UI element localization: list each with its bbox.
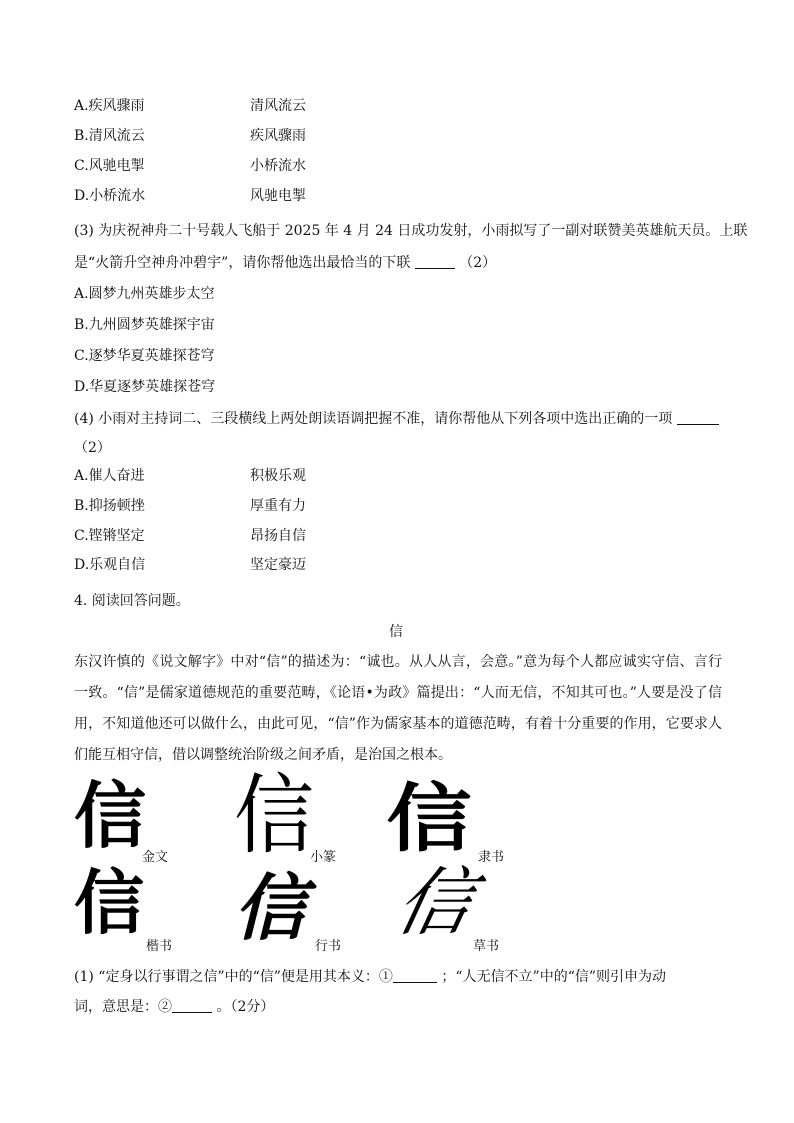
caption-kaishu: 楷书 xyxy=(146,939,173,954)
jinwen-glyph: 信 xyxy=(74,773,143,858)
passage-paragraph: 东汉许慎的《说文解字》中对“信”的描述为：“诚也。从人从言，会意。”意为每个人都应诚实守信、言行一致。“信”是儒家道德规范的重要范畴，《论语•为政》篇提出：“人而无信，不知其可也。”人要是没了信用，不知道他还可以做什么，由此可见，“信”作为儒家基本的道德范畴，有着十分重要的作用，它要求人们能互相守信，借以调整统治阶级之间矛盾，是治国之根本。 xyxy=(74,654,722,763)
q2-option-a: A.疾风骤雨 清风流云 xyxy=(74,98,306,114)
answer-blank xyxy=(393,968,437,983)
q3-option-d: D.华夏逐梦英雄探苍穹 xyxy=(74,379,216,395)
caption-caoshu: 草书 xyxy=(473,939,500,954)
q4-option-a: A.催人奋进 积极乐观 xyxy=(74,468,306,484)
q4-stem-line2: （2） xyxy=(74,440,111,456)
passage-title: 信 xyxy=(389,624,403,640)
caption-lishu: 隶书 xyxy=(478,850,505,865)
q4-option-b: B.抑扬顿挫 厚重有力 xyxy=(74,498,306,514)
answer-blank xyxy=(415,254,455,269)
lishu-glyph: 信 xyxy=(386,776,472,862)
q3-option-a: A.圆梦九州英雄步太空 xyxy=(74,286,215,302)
q4-option-d: D.乐观自信 坚定豪迈 xyxy=(74,557,306,573)
q3-option-c: C.逐梦华夏英雄探苍穹 xyxy=(74,348,215,364)
answer-blank xyxy=(677,410,719,425)
caption-jinwen: 金文 xyxy=(142,850,169,865)
kaishu-glyph: 信 xyxy=(74,861,144,944)
q4-stem-line1: (4) 小雨对主持词二、三段横线上两处朗读语调把握不准，请你帮他从下列各项中选出正确的一项 xyxy=(74,409,719,429)
q2-option-c: C.风驰电掣 小桥流水 xyxy=(74,158,306,174)
q1-stem-line1: (1) “定身以行事谓之信”中的“信”便是用其本义：① ；“人无信不立”中的“信”则引申为动 xyxy=(74,969,667,985)
caption-xiaozhuan: 小篆 xyxy=(310,850,337,865)
section-heading: 4. 阅读回答问题。 xyxy=(74,593,190,609)
q4-option-c: C.铿锵坚定 昂扬自信 xyxy=(74,528,306,544)
caoshu-glyph: 信 xyxy=(388,860,482,946)
q3-stem-line2: 是“火箭升空神舟冲碧宇”，请你帮他选出最恰当的下联 （2） xyxy=(74,255,497,271)
q2-option-d: D.小桥流水 风驰电掣 xyxy=(74,188,306,204)
xingshu-glyph: 信 xyxy=(234,865,307,950)
caption-xingshu: 行书 xyxy=(315,939,342,954)
answer-blank xyxy=(172,998,212,1013)
q1-stem-line2: 词，意思是：② 。（2分） xyxy=(74,999,275,1015)
q3-stem-line1: (3) 为庆祝神舟二十号载人飞船于 2025 年 4 月 24 日成功发射，小雨拟写了一副对联赞美英雄航天员。上联 xyxy=(74,223,748,239)
xiaozhuan-glyph: 信 xyxy=(234,765,314,866)
q3-option-b: B.九州圆梦英雄探宇宙 xyxy=(74,317,215,333)
q2-option-b: B.清风流云 疾风骤雨 xyxy=(74,128,306,144)
